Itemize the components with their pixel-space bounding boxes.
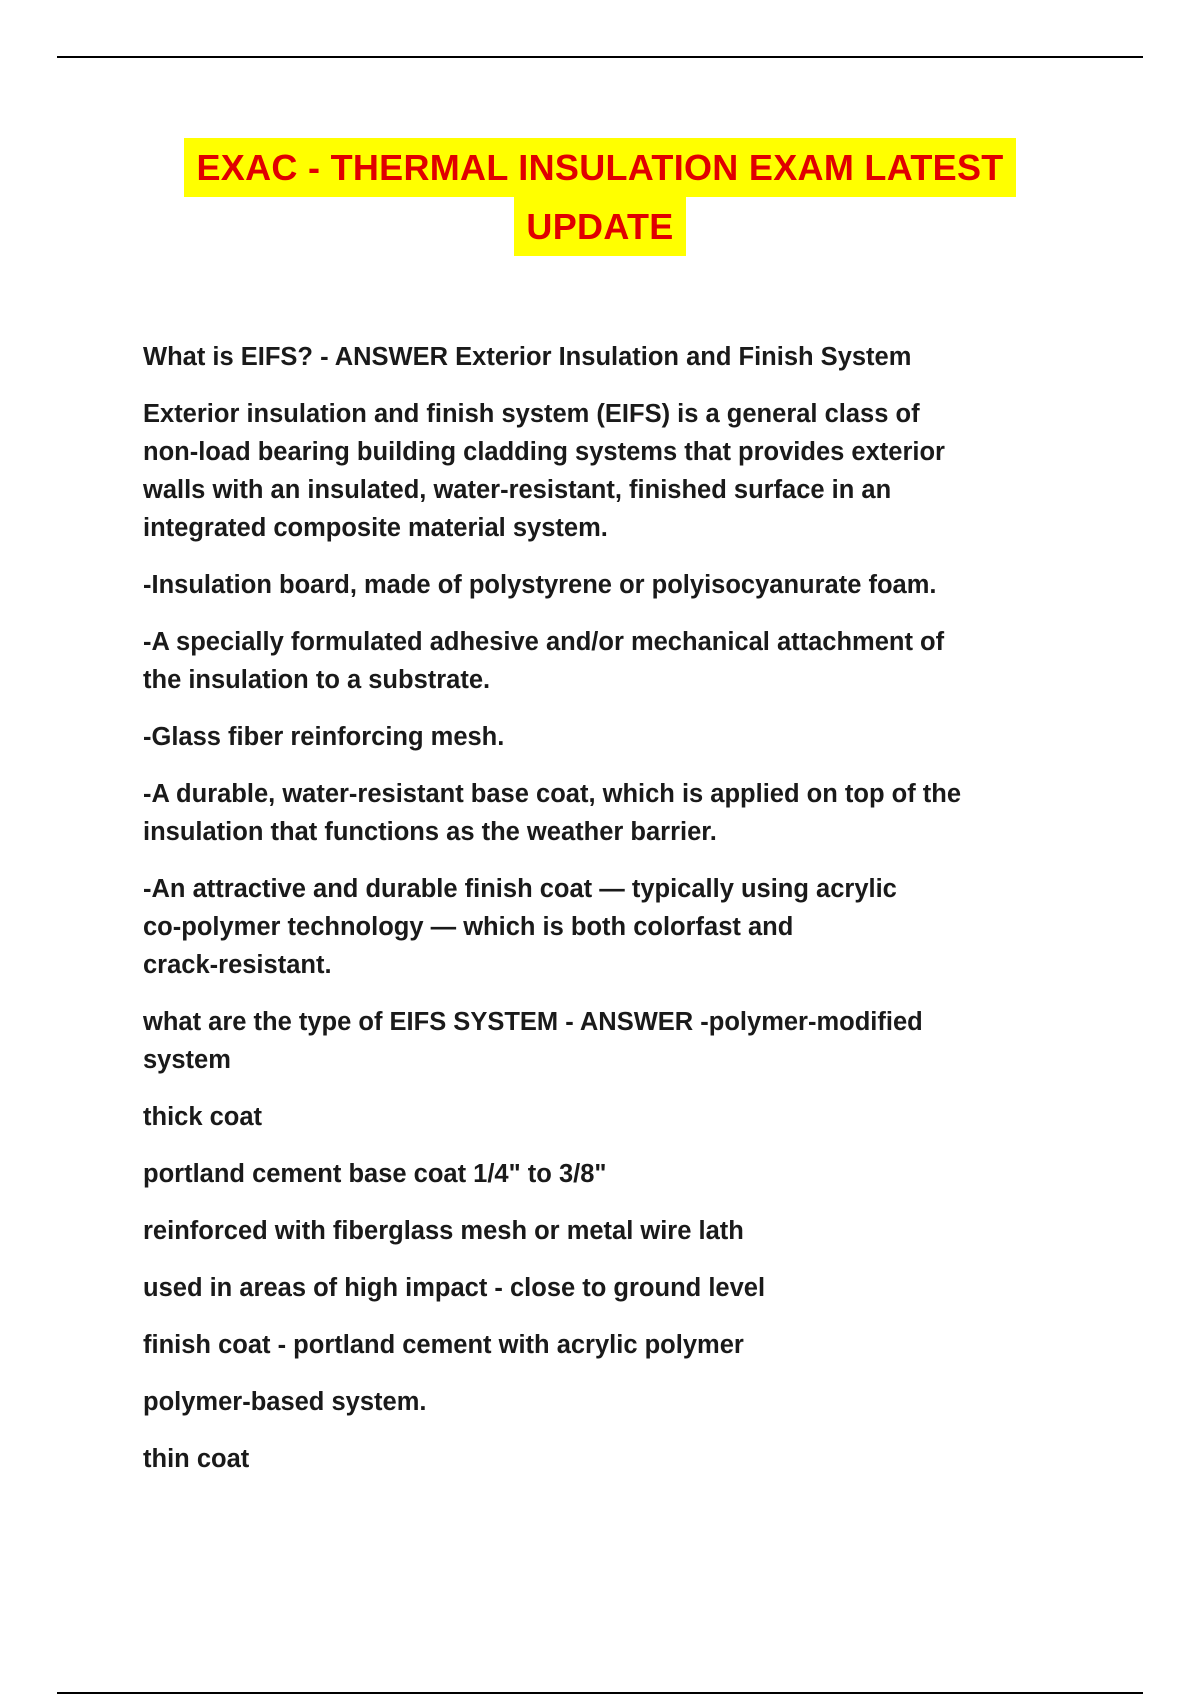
text-line: walls with an insulated, water-resistant, finished surface in an <box>143 476 892 504</box>
text-line: -A durable, water-resistant base coat, which is applied on top of the <box>143 780 962 808</box>
answer-paragraph <box>143 718 1083 756</box>
title-line-2: UPDATE <box>514 197 685 256</box>
answer-paragraph <box>143 566 1083 604</box>
text-line: the insulation to a substrate. <box>143 666 491 694</box>
text-line: crack-resistant. <box>143 951 332 979</box>
text-line: -An attractive and durable finish coat — typically using acrylic <box>143 875 897 903</box>
answer-paragraph <box>143 1269 1083 1307</box>
text-line: polymer-based system. <box>143 1388 427 1416</box>
text-line: co-polymer technology — which is both colorfast and <box>143 913 794 941</box>
question-paragraph <box>143 338 1083 376</box>
answer-paragraph <box>143 1326 1083 1364</box>
bottom-rule <box>57 1692 1143 1694</box>
answer-paragraph <box>143 870 1083 984</box>
document-body <box>143 338 1083 1497</box>
text-line: thin coat <box>143 1445 250 1473</box>
question-paragraph <box>143 1003 1083 1079</box>
text-line: finish coat - portland cement with acrylic polymer <box>143 1331 744 1359</box>
answer-paragraph <box>143 1383 1083 1421</box>
answer-paragraph <box>143 1440 1083 1478</box>
text-line: insulation that functions as the weather barrier. <box>143 818 717 846</box>
top-rule <box>57 56 1143 58</box>
text-line: -A specially formulated adhesive and/or mechanical attachment of <box>143 628 945 656</box>
text-line: thick coat <box>143 1103 263 1131</box>
answer-paragraph <box>143 1155 1083 1193</box>
answer-paragraph <box>143 623 1083 699</box>
text-line: portland cement base coat 1/4" to 3/8" <box>143 1160 607 1188</box>
text-line: used in areas of high impact - close to ground level <box>143 1274 766 1302</box>
text-line: -Insulation board, made of polystyrene or polyisocyanurate foam. <box>143 571 937 599</box>
text-line: non-load bearing building cladding systems that provides exterior <box>143 438 945 466</box>
text-line: -Glass fiber reinforcing mesh. <box>143 723 505 751</box>
text-line: reinforced with fiberglass mesh or metal wire lath <box>143 1217 744 1245</box>
answer-paragraph <box>143 1098 1083 1136</box>
answer-paragraph <box>143 775 1083 851</box>
answer-paragraph <box>143 395 1083 547</box>
text-line: system <box>143 1046 231 1074</box>
answer-paragraph <box>143 1212 1083 1250</box>
title-line-1: EXAC - THERMAL INSULATION EXAM LATEST <box>184 138 1015 197</box>
text-line: What is EIFS? - ANSWER Exterior Insulation and Finish System <box>143 343 912 371</box>
text-line: Exterior insulation and finish system (EIFS) is a general class of <box>143 400 920 428</box>
text-line: integrated composite material system. <box>143 514 608 542</box>
text-line: what are the type of EIFS SYSTEM - ANSWER -polymer-modified <box>143 1008 923 1036</box>
document-title <box>100 138 1100 256</box>
